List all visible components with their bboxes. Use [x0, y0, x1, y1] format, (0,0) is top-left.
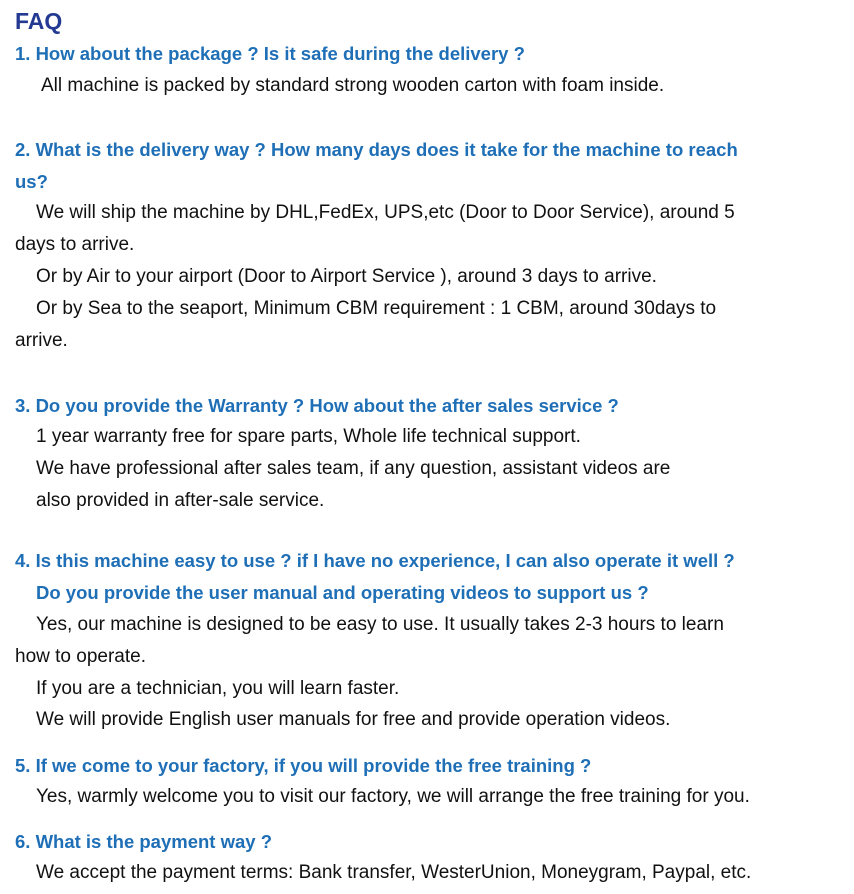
- faq-question-5: 5. If we come to your factory, if you will provide the free training ?: [15, 755, 592, 776]
- faq-answer-4-line-4: We will provide English user manuals for free and provide operation videos.: [36, 709, 671, 730]
- faq-answer-4-line-2: how to operate.: [15, 646, 146, 667]
- faq-answer-2-line-1: We will ship the machine by DHL,FedEx, UPS,etc (Door to Door Service), around 5: [36, 202, 735, 223]
- faq-question-4: 4. Is this machine easy to use ? if I have no experience, I can also operate it well ?: [15, 550, 735, 571]
- faq-answer-2-line-3: Or by Air to your airport (Door to Airport Service ), around 3 days to arrive.: [36, 266, 657, 287]
- faq-question-1: 1. How about the package ? Is it safe during the delivery ?: [15, 43, 525, 64]
- faq-question-2: 2. What is the delivery way ? How many days does it take for the machine to reach: [15, 139, 738, 160]
- faq-answer-2-line-4: Or by Sea to the seaport, Minimum CBM requirement : 1 CBM, around 30days to: [36, 298, 717, 319]
- faq-answer-3-line-3: also provided in after-sale service.: [36, 490, 325, 511]
- faq-question-4-cont: Do you provide the user manual and operating videos to support us ?: [36, 582, 649, 603]
- faq-answer-4-line-1: Yes, our machine is designed to be easy to use. It usually takes 2-3 hours to learn: [36, 614, 724, 635]
- faq-answer-3-line-2: We have professional after sales team, if any question, assistant videos are: [36, 458, 671, 479]
- faq-answer-4-line-3: If you are a technician, you will learn faster.: [36, 678, 400, 699]
- faq-answer-2-line-2: days to arrive.: [15, 234, 135, 255]
- faq-question-2-cont: us?: [15, 171, 48, 192]
- faq-question-3: 3. Do you provide the Warranty ? How about the after sales service ?: [15, 395, 619, 416]
- faq-answer-3-line-1: 1 year warranty free for spare parts, Whole life technical support.: [36, 426, 581, 447]
- faq-answer-1: All machine is packed by standard strong wooden carton with foam inside.: [41, 75, 665, 96]
- faq-question-6: 6. What is the payment way ?: [15, 831, 273, 852]
- faq-answer-5: Yes, warmly welcome you to visit our factory, we will arrange the free training for you.: [36, 786, 750, 807]
- faq-answer-2-line-5: arrive.: [15, 330, 68, 351]
- faq-answer-6: We accept the payment terms: Bank transfer, WesterUnion, Moneygram, Paypal, etc.: [36, 862, 752, 883]
- faq-title: FAQ: [15, 8, 63, 34]
